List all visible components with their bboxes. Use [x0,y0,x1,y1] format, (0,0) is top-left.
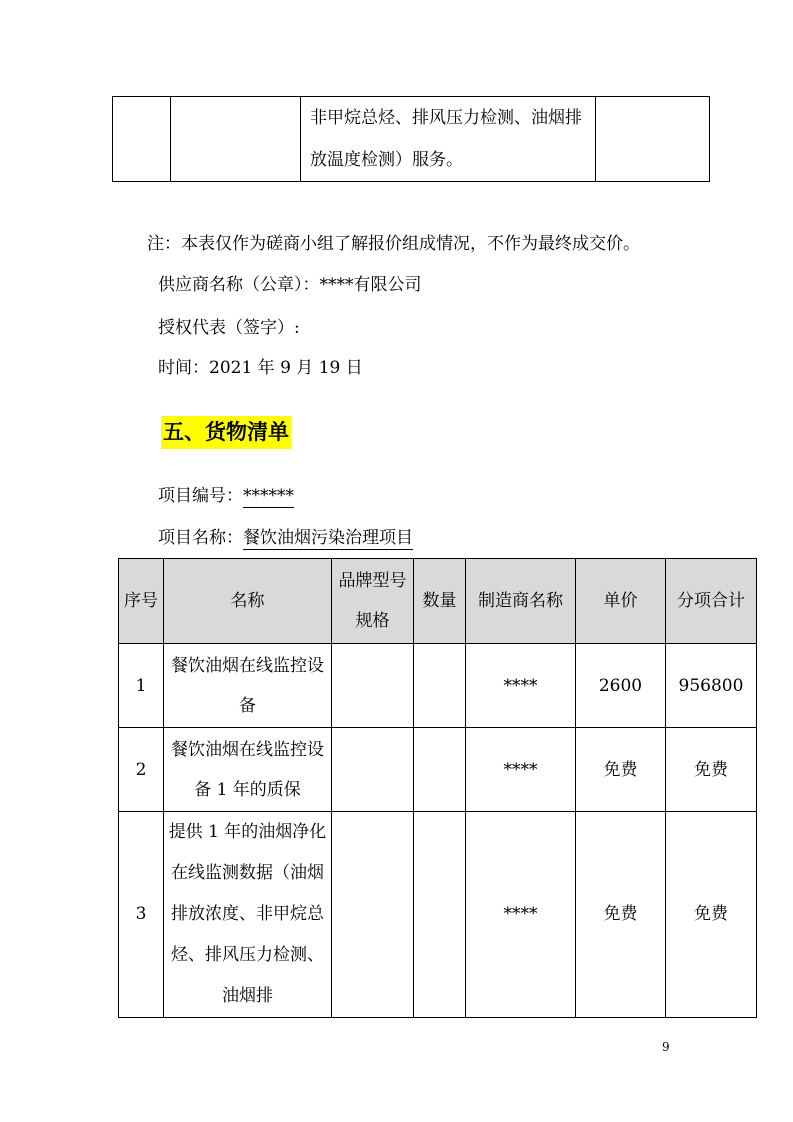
table-row [119,812,757,1018]
cell-seq: 3 [119,812,164,1018]
table-header-row [119,559,757,644]
table-note: 注：本表仅作为磋商小组了解报价组成情况，不作为最终成交价。 [147,234,640,254]
cell-qty [414,812,466,1018]
cell-price: 免费 [576,728,666,812]
cell-name: 提供 1 年的油烟净化在线监测数据（油烟排放浓度、非甲烷总烃、排风压力检测、油烟排 [164,812,332,1018]
date-line: 时间：2021 年 9 月 19 日 [158,358,363,378]
service-content-cell: 非甲烷总烃、排风压力检测、油烟排放温度检测）服务。 [301,97,596,182]
cell-name: 餐饮油烟在线监控设备 [164,644,332,728]
project-name-line [158,528,413,548]
project-number-value: ****** [243,486,294,506]
project-number-line [158,486,294,506]
authorized-rep-line: 授权代表（签字）: [158,318,300,338]
header-seq: 序号 [119,559,164,644]
section-heading: 五、货物清单 [161,416,291,449]
cell-subtotal: 免费 [666,812,757,1018]
table-row [113,97,710,182]
header-qty: 数量 [414,559,466,644]
cell-price: 2600 [576,644,666,728]
header-brand: 品牌型号规格 [332,559,414,644]
cell-brand [332,812,414,1018]
cell-subtotal: 956800 [666,644,757,728]
table-row [119,728,757,812]
project-name-value: 餐饮油烟污染治理项目 [243,528,413,548]
cell-qty [414,644,466,728]
goods-list-table [118,558,757,1018]
previous-quote-table [112,96,710,182]
supplier-name-line: 供应商名称（公章）：****有限公司 [158,275,422,295]
cell-name: 餐饮油烟在线监控设备 1 年的质保 [164,728,332,812]
project-number-label: 项目编号： [158,486,243,506]
cell-seq: 1 [119,644,164,728]
table-cell [596,97,710,182]
cell-seq: 2 [119,728,164,812]
table-row [119,644,757,728]
cell-brand [332,728,414,812]
cell-maker: **** [466,728,576,812]
header-subtotal: 分项合计 [666,559,757,644]
cell-maker: **** [466,812,576,1018]
cell-price: 免费 [576,812,666,1018]
header-name: 名称 [164,559,332,644]
header-price: 单价 [576,559,666,644]
cell-brand [332,644,414,728]
page-number: 9 [662,1040,670,1054]
cell-maker: **** [466,644,576,728]
cell-qty [414,728,466,812]
header-maker: 制造商名称 [466,559,576,644]
cell-subtotal: 免费 [666,728,757,812]
project-name-label: 项目名称： [158,528,243,548]
table-cell [171,97,301,182]
table-cell [113,97,171,182]
